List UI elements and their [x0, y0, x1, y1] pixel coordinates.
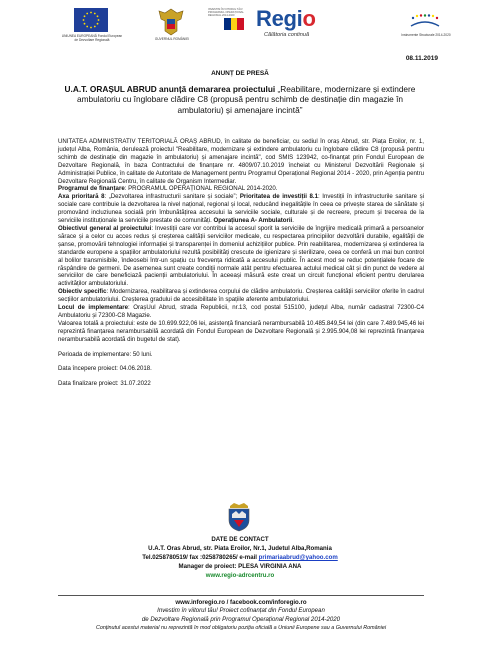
footer-slogan: Investim în viitorul tău! Proiect cofinanțat din Fondul European	[157, 607, 325, 615]
contact-block	[0, 536, 480, 581]
specific-objective-paragraph: Obiectiv specific: Modernizarea, reabilitarea și extinderea corpului de clădire ambulatoriu. Creșterea calității serviciilor oferite în cadrul secțiilor ambulatoriului. Creșterea gradului de accesibilitate în spațiile aferente ambulatoriului.	[58, 288, 424, 304]
facebook-link[interactable]: / facebook.com/inforegio.ro	[224, 599, 307, 606]
eu-flag-icon	[74, 8, 108, 32]
abrud-coat-of-arms-icon	[226, 502, 252, 532]
page-footer	[58, 595, 424, 633]
inforegio-link[interactable]: www.inforegio.ro	[175, 599, 225, 606]
program-line: Programul de finanțare: PROGRAMUL OPERAȚIONAL REGIONAL 2014-2020.	[58, 185, 278, 193]
headline-project-name: „Reabilitare, modernizare și extindere ambulatoriu cu înglobare clădire C8 (propusă pentru schimb de destinație din magazie în ambulatoriu) și amenajare incintă”	[76, 84, 416, 115]
gov-caption: GUVERNUL ROMÂNIEI	[154, 37, 190, 41]
project-manager: Manager de proiect: PLESA VIRGINIA ANA	[178, 562, 302, 570]
regio-logo: Regio	[256, 6, 316, 31]
general-objective-paragraph: Obiectivul general al proiectului: Investiții care vor contribui la accesul sporit la serviciile de îngrijire medicală primară a persoanelor sărace și a celor cu acces redus și creșterea calității serviciilor medicale, cu respectarea principiilor dezvoltării durabile, egalității de șanse, promovării tehnologiei informației și transparenței în domeniul achizițiilor publice. Prin reabilitarea, modernizarea și extinderea la standarde europene a spațiilor ambulatoriului rezultă posibilități crescute de igienizare și sterilizare, ceea ce conferă un mai bun control al bolilor transmisibile, îndeosebi într-un spațiu cu frecvența ridicată a accesului public. În acest mod se reduc potențialele focare de răspândire de germeni. De asemenea sunt create condiții normale atât pentru efectuarea actului medical cât și din punct de vedere al serviciilor de care beneficiază pacienții ambulatoriului. În aceeași măsură este creat un circuit funcțional eficient pentru derularea activităților ambulatoriului.	[58, 224, 424, 288]
footer-links	[58, 599, 424, 607]
start-date: Data începere proiect: 04.06.2018.	[58, 365, 152, 373]
location-paragraph: Locul de implementare: OrașUul Abrud, strada Republicii, nr.13, cod postal 515100, județul Alba, număr cadastral 72300-C4 Ambulatoriu și 72300-C8 Magazie.	[58, 304, 424, 319]
contact-phone-line: Tel.0258780519/ fax :0258780265/ e-mail primariaabrud@yahoo.com	[142, 553, 338, 561]
contact-title: DATE DE CONTACT	[211, 536, 269, 543]
contact-email-link[interactable]: primariaabrud@yahoo.com	[258, 553, 338, 561]
instrumente-caption: Instrumente Structurale 2014-2020	[401, 33, 451, 37]
end-date: Data finalizare proiect: 31.07.2022	[58, 380, 151, 388]
instrumente-structurale-logo-icon	[405, 12, 445, 32]
contact-address: U.A.T. Oras Abrud, str. Piata Eroilor, Nr.1, Judetul Alba,Romania	[148, 544, 332, 552]
implementation-period: Perioada de implementare: 50 luni.	[58, 350, 153, 358]
regio-tagline: Călătoria continuă	[264, 32, 310, 38]
romanian-coat-of-arms-icon	[155, 7, 187, 37]
intro-paragraph: UNITATEA ADMINISTRATIV TERITORIALĂ ORAȘ ABRUD, în calitate de beneficiar, cu sediul în oraș Abrud, str. Piața Eroilor, nr. 1, județul Alba, România, derulează proiectul "Reabilitare, modernizare și extindere ambulatoriu cu înglobare clădire C8 (propusă pentru schimb de destinație din magazie în ambulatoriu) și amenajare incintă", cod SMIS 123942, co-finanțat prin Fondul European de Dezvoltare Regională, în baza Contractului de finanțare nr. 4809/07.10.2019 încheiat cu Ministerul Dezvoltării Regionale și Administrației Publice, în calitate de Autoritate de Management pentru Programul Operațional Regional 2014 - 2020, prin Agenția pentru Dezvoltare Regională Centru, în calitate de Organism Intermediar.	[58, 138, 424, 185]
press-headline	[58, 84, 422, 115]
logo-bar	[0, 4, 480, 48]
eu-caption: UNIUNEA EUROPEANĂ Fondul European de Dezvoltare Regională	[61, 34, 123, 42]
footer-disclaimer: Conținutul acestui material nu reprezintă în mod obligatoriu poziția oficială a Uniunii Europene sau a Guvernului României	[95, 625, 387, 632]
axis-paragraph: Axa prioritară 8: „Dezvoltarea infrastructurii sanitare și sociale”; Prioritatea de investiții 8.1: Investiții în infrastructurile sanitare și sociale care contribuie la dezvoltarea la nivel național, regional și local, reducând inegalitățile în ceea ce privește starea de sănătate și promovând incluziunea socială prin îmbunătățirea accesului la serviciile sociale, culturale și de recreere, precum și trecerea de la serviciile instituționale la serviciile prestate de comunități. Operațiunea A- Ambulatorii.	[58, 193, 424, 225]
document-date: 08.11.2019	[405, 55, 438, 62]
document-type-label: ANUNȚ DE PRESĂ	[211, 70, 269, 77]
value-paragraph: Valoarea totală a proiectului: este de 10.699.922,06 lei, asistență financiară nerambursabilă 10.485.849,54 lei (din care 7.489.945,46 lei reprezintă finanțarea nerambursabilă acordată din Fondul European de Dezvoltare Regională și 2.995.904,08 lei reprezintă finanțarea nerambursabilă acordată din bugetul de stat).	[58, 319, 424, 343]
regio-top-caption: INVESTIM ÎN VIITORUL TĂU! PROGRAMUL OPERAȚIONAL REGIONAL 2014-2020	[208, 8, 244, 17]
footer-program: de Dezvoltare Regională prin Programul Operațional Regional 2014-2020	[141, 615, 341, 623]
adr-website-link[interactable]: www.regio-adrcentru.ro	[205, 571, 275, 579]
headline-bold: U.A.T. ORAȘUL ABRUD anunță demararea proiectului	[64, 84, 276, 94]
romanian-flag-icon	[224, 18, 244, 30]
press-body	[58, 138, 424, 388]
